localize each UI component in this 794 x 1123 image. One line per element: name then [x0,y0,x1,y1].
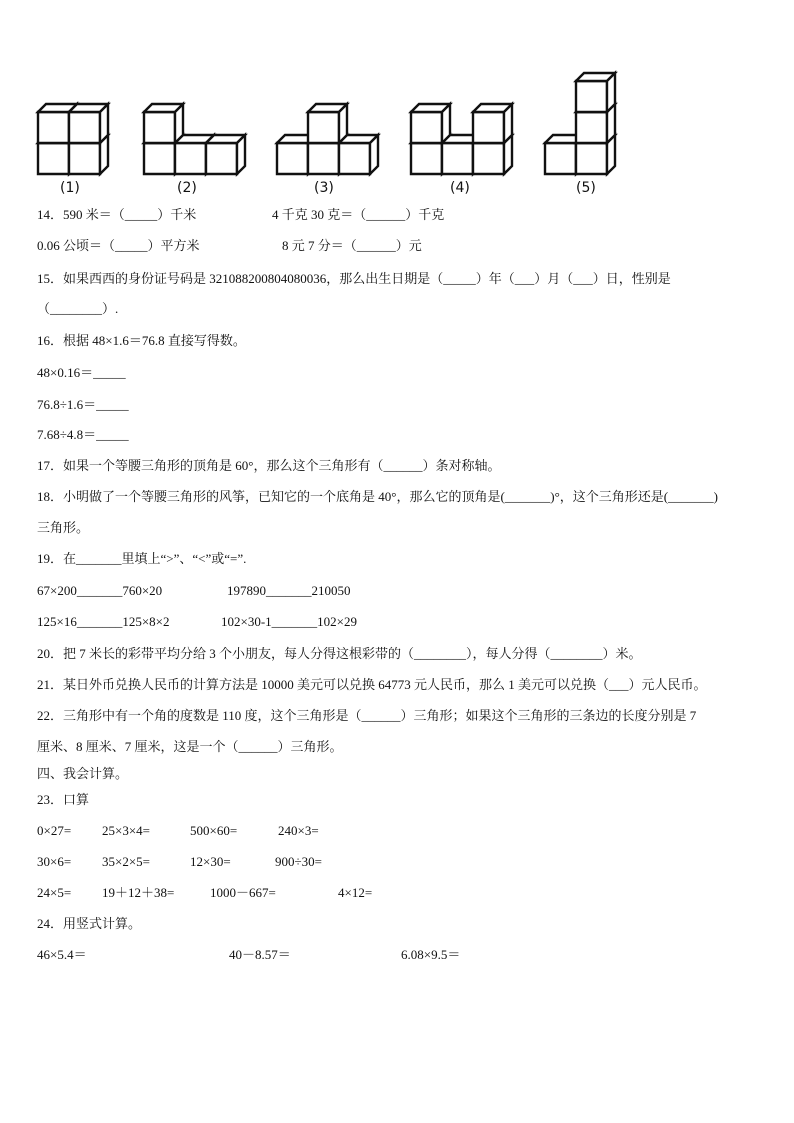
cube-front-face [473,143,504,174]
cube-front-face [576,143,607,174]
q14-part-d: 8 元 7 分＝（______）元 [282,238,422,253]
oral-calc-item: 4×12= [338,885,373,900]
cube-front-face [38,112,69,143]
q19-row-2 [37,613,357,631]
figure-caption-1: (1) [60,180,80,196]
q23-row-3 [37,884,372,902]
cube-front-face [576,81,607,112]
oral-calc-item: 19＋12＋38= [102,885,175,900]
cube-side-face [339,104,347,143]
cube-side-face [504,104,512,143]
oral-calc-item: 900÷30= [275,854,322,869]
q23-row-1 [37,822,319,840]
q17-text: 17．如果一个等腰三角形的顶角是 60°，那么这个三角形有（______）条对称轴。 [37,458,501,473]
cube-figures [30,70,670,205]
q15-line-1: 15．如果西西的身份证号码是 321088200804080036，那么出生日期是（_____）年（___）月（___）日，性别是 [37,271,671,286]
q19-compare-4: 102×30-1_______102×29 [221,614,357,629]
cube-front-face [69,143,100,174]
figure-caption-2: (2) [177,180,197,196]
cube-side-face [607,73,615,112]
q19-title: 19．在_______里填上“>”、“<”或“=”. [37,551,247,566]
cube-front-face [411,143,442,174]
q14-part-c: 0.06 公顷＝（_____）平方米 [37,238,200,253]
cube-front-face [277,143,308,174]
q14-part-b: 4 千克 30 克＝（______）千克 [272,207,445,222]
figure-caption-5: (5) [576,180,596,196]
cube-front-face [69,112,100,143]
q14-part-a: 14．590 米＝（_____）千米 [37,207,197,222]
q18-line-1: 18．小明做了一个等腰三角形的风筝，已知它的一个底角是 40°，那么它的顶角是(_______)°，这个三角形还是(_______) [37,489,718,504]
cube-front-face [339,143,370,174]
oral-calc-item: 25×3×4= [102,823,150,838]
cube-front-face [206,143,237,174]
q18-line-2: 三角形。 [37,520,90,535]
cube-front-face [576,112,607,143]
cube-front-face [308,143,339,174]
q20-text: 20．把 7 米长的彩带平均分给 3 个小朋友，每人分得这根彩带的（________），每人分得（________）米。 [37,646,642,661]
cube-side-face [370,135,378,174]
oral-calc-item: 12×30= [190,854,231,869]
cube-side-face [442,104,450,143]
q19-compare-1: 67×200_______760×20 [37,583,163,598]
q19-compare-2: 197890_______210050 [227,583,351,598]
q22-line-1: 22．三角形中有一个角的度数是 110 度，这个三角形是（______）三角形；如果这个三角形的三条边的长度分别是 7 [37,708,697,723]
section-4-heading: 四、我会计算。 [37,766,129,781]
q23-title: 23．口算 [37,792,90,807]
cube-front-face [442,143,473,174]
oral-calc-item: 240×3= [278,823,319,838]
cube-front-face [144,112,175,143]
q16-item-3: 7.68÷4.8＝_____ [37,427,129,442]
cube-drawings [30,70,670,205]
cube-front-face [545,143,576,174]
oral-calc-item: 24×5= [37,885,72,900]
vertical-calc-item: 6.08×9.5＝ [401,947,461,962]
cube-side-face [100,104,108,143]
vertical-calc-item: 46×5.4＝ [37,947,87,962]
q24-row [37,946,460,964]
q19-compare-3: 125×16_______125×8×2 [37,614,170,629]
q14-row-2 [37,237,422,255]
oral-calc-item: 30×6= [37,854,72,869]
cube-side-face [175,104,183,143]
cube-front-face [473,112,504,143]
cube-front-face [144,143,175,174]
oral-calc-item: 500×60= [190,823,238,838]
cube-front-face [308,112,339,143]
q23-row-2 [37,853,322,871]
q14-row-1 [37,206,444,224]
vertical-calc-item: 40－8.57＝ [229,947,291,962]
q22-line-2: 厘米、8 厘米、7 厘米，这是一个（______）三角形。 [37,739,343,754]
q19-row-1 [37,582,351,600]
q15-line-2: （________）. [37,301,119,316]
cube-front-face [175,143,206,174]
figure-caption-4: (4) [450,180,470,196]
figure-caption-3: (3) [314,180,334,196]
oral-calc-item: 0×27= [37,823,72,838]
q21-text: 21．某日外币兑换人民币的计算方法是 10000 美元可以兑换 64773 元人民币，那么 1 美元可以兑换（___）元人民币。 [37,677,707,692]
q16-item-2: 76.8÷1.6＝_____ [37,397,129,412]
q16-title: 16．根据 48×1.6＝76.8 直接写得数。 [37,333,246,348]
q16-item-1: 48×0.16＝_____ [37,365,126,380]
q24-title: 24．用竖式计算。 [37,916,142,931]
oral-calc-item: 35×2×5= [102,854,150,869]
cube-side-face [237,135,245,174]
cube-front-face [38,143,69,174]
oral-calc-item: 1000－667= [210,885,276,900]
cube-front-face [411,112,442,143]
